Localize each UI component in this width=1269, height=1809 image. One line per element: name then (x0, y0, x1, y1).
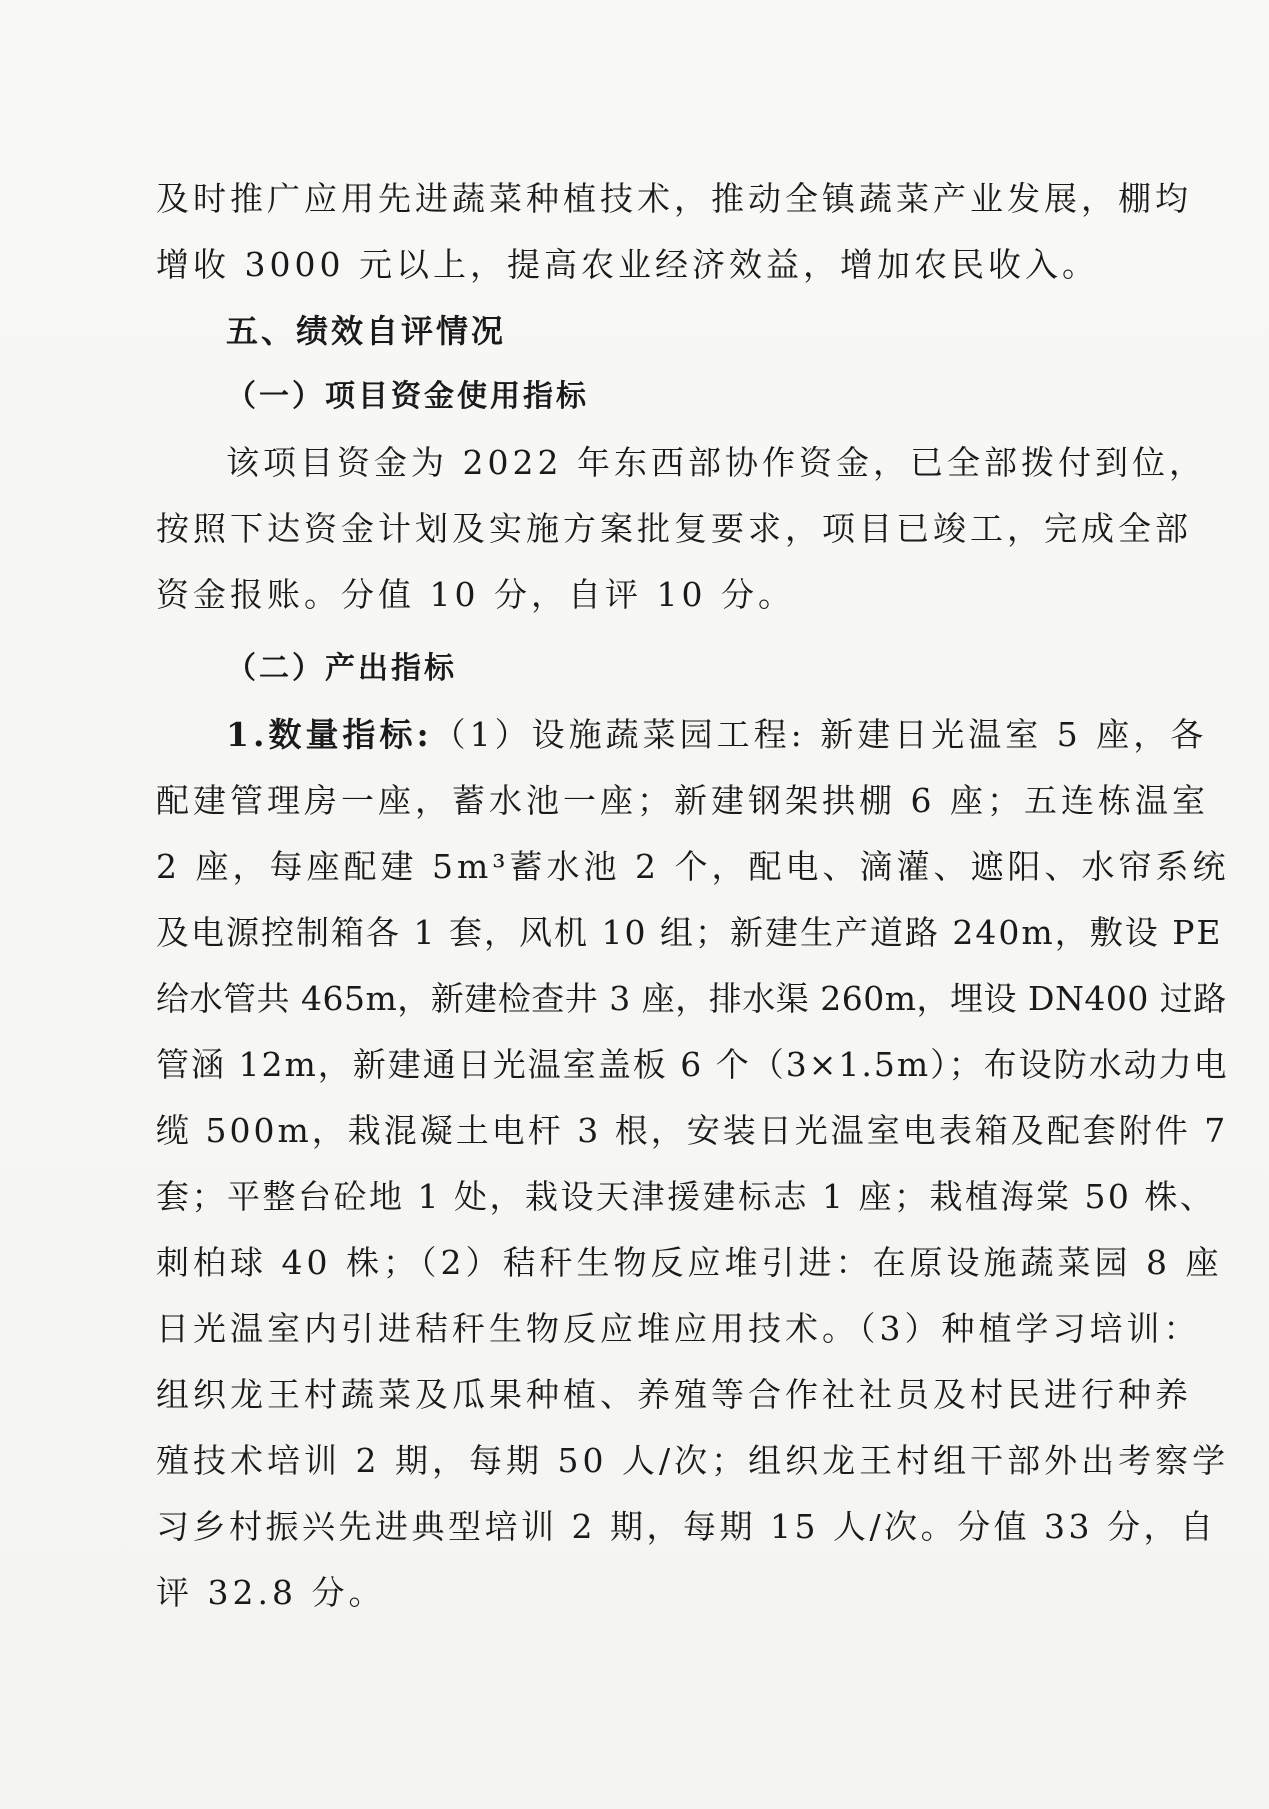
body-text-line: 配建管理房一座，蓄水池一座；新建钢架拱棚 6 座；五连栋温室 (156, 781, 1209, 820)
body-text-line: 刺柏球 40 株；（2）秸秆生物反应堆引进：在原设施蔬菜园 8 座 (156, 1243, 1223, 1282)
body-text-line: 2 座，每座配建 5m³蓄水池 2 个，配电、滴灌、遮阳、水帘系统 (156, 847, 1230, 886)
body-text-line: 日光温室内引进秸秆生物反应堆应用技术。（3）种植学习培训： (156, 1309, 1201, 1348)
body-text-line: 习乡村振兴先进典型培训 2 期，每期 15 人/次。分值 33 分，自 (156, 1507, 1217, 1546)
body-text-line: 殖技术培训 2 期，每期 50 人/次；组织龙王村组干部外出考察学 (156, 1441, 1230, 1480)
body-text-line: 组织龙王村蔬菜及瓜果种植、养殖等合作社社员及村民进行种养 (156, 1375, 1192, 1414)
paragraph-spacer (156, 628, 1116, 636)
subsection-heading-output: （二）产出指标 (226, 651, 457, 686)
subsection-heading-funds: （一）项目资金使用指标 (226, 379, 589, 414)
document-body (156, 166, 1230, 1626)
body-text-line: 资金报账。分值 10 分，自评 10 分。 (156, 575, 795, 614)
body-text-line: 该项目资金为 2022 年东西部协作资金，已全部拨付到位， (226, 443, 1206, 482)
quantity-indicator-text: （1）设施蔬菜园工程: 新建日光温室 5 座，各 (432, 715, 1208, 754)
body-text-line: 增收 3000 元以上，提高农业经济效益，增加农民收入。 (156, 245, 1099, 284)
body-text-line: 套；平整台砼地 1 处，栽设天津援建标志 1 座；栽植海棠 50 株、 (156, 1177, 1216, 1216)
body-text-line: 评 32.8 分。 (156, 1573, 386, 1612)
body-text-line: 缆 500m，栽混凝土电杆 3 根，安装日光温室电表箱及配套附件 7 (156, 1111, 1229, 1150)
body-text-line: 管涵 12m，新建通日光温室盖板 6 个（3×1.5m）；布设防水动力电 (156, 1045, 1229, 1084)
body-text-line: 及电源控制箱各 1 套，风机 10 组；新建生产道路 240m，敷设 PE (156, 913, 1223, 952)
quantity-indicator-first-line (156, 702, 1208, 768)
section-heading: 五、绩效自评情况 (226, 312, 507, 350)
body-text-line: 按照下达资金计划及实施方案批复要求，项目已竣工，完成全部 (156, 509, 1192, 548)
body-text-line: 及时推广应用先进蔬菜种植技术，推动全镇蔬菜产业发展，棚均 (156, 179, 1192, 218)
body-text-line: 给水管共 465m，新建检查井 3 座，排水渠 260m，埋设 DN400 过路 (156, 979, 1227, 1018)
quantity-indicator-label: 1.数量指标: (226, 715, 433, 754)
